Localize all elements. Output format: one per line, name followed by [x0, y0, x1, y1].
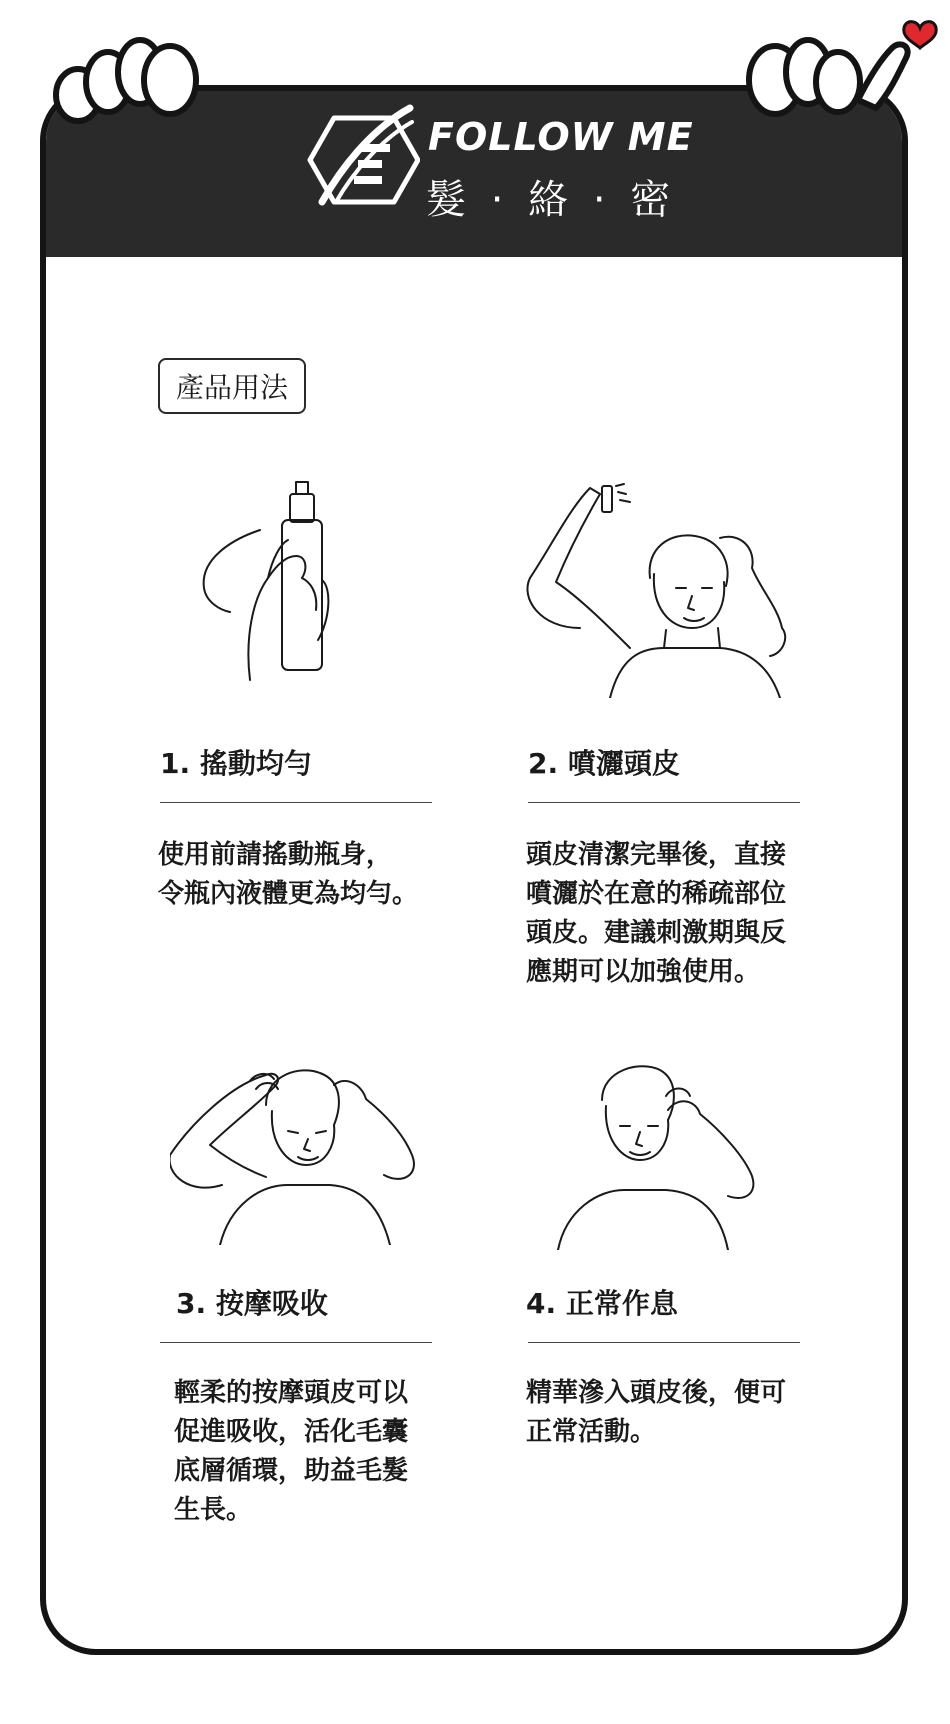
massage-scalp-illustration-icon	[170, 1045, 450, 1245]
step-1-divider	[160, 802, 432, 803]
step-4-title: 4. 正常作息	[526, 1287, 678, 1320]
brand-name-zh: 髮 · 絡 · 密	[426, 177, 677, 223]
step-4-description: 精華滲入頭皮後，便可 正常活動。	[526, 1378, 787, 1447]
step-3-title: 3. 按摩吸收	[176, 1287, 328, 1320]
step-2-title: 2. 噴灑頭皮	[528, 747, 680, 780]
step-2-description: 頭皮清潔完畢後，直接 噴灑於在意的稀疏部位 頭皮。建議刺激期與反 應期可以加強使用。	[526, 840, 787, 987]
heart-icon	[904, 22, 936, 48]
step-3-divider	[160, 1342, 432, 1343]
brand-logo-icon	[300, 100, 420, 220]
step-3-description: 輕柔的按摩頭皮可以 促進吸收，活化毛囊 底層循環，助益毛髮 生長。	[174, 1378, 409, 1525]
spray-scalp-illustration-icon	[520, 478, 810, 698]
step-2-divider	[528, 802, 800, 803]
brand-name-en: FOLLOW ME	[428, 115, 694, 159]
shake-bottle-illustration-icon	[190, 470, 380, 690]
step-1-title: 1. 搖動均勻	[160, 747, 312, 780]
section-title: 產品用法	[158, 358, 306, 414]
normal-routine-illustration-icon	[548, 1060, 798, 1250]
step-1-description: 使用前請搖動瓶身， 令瓶內液體更為均勻。	[158, 840, 419, 909]
step-4-divider	[528, 1342, 800, 1343]
